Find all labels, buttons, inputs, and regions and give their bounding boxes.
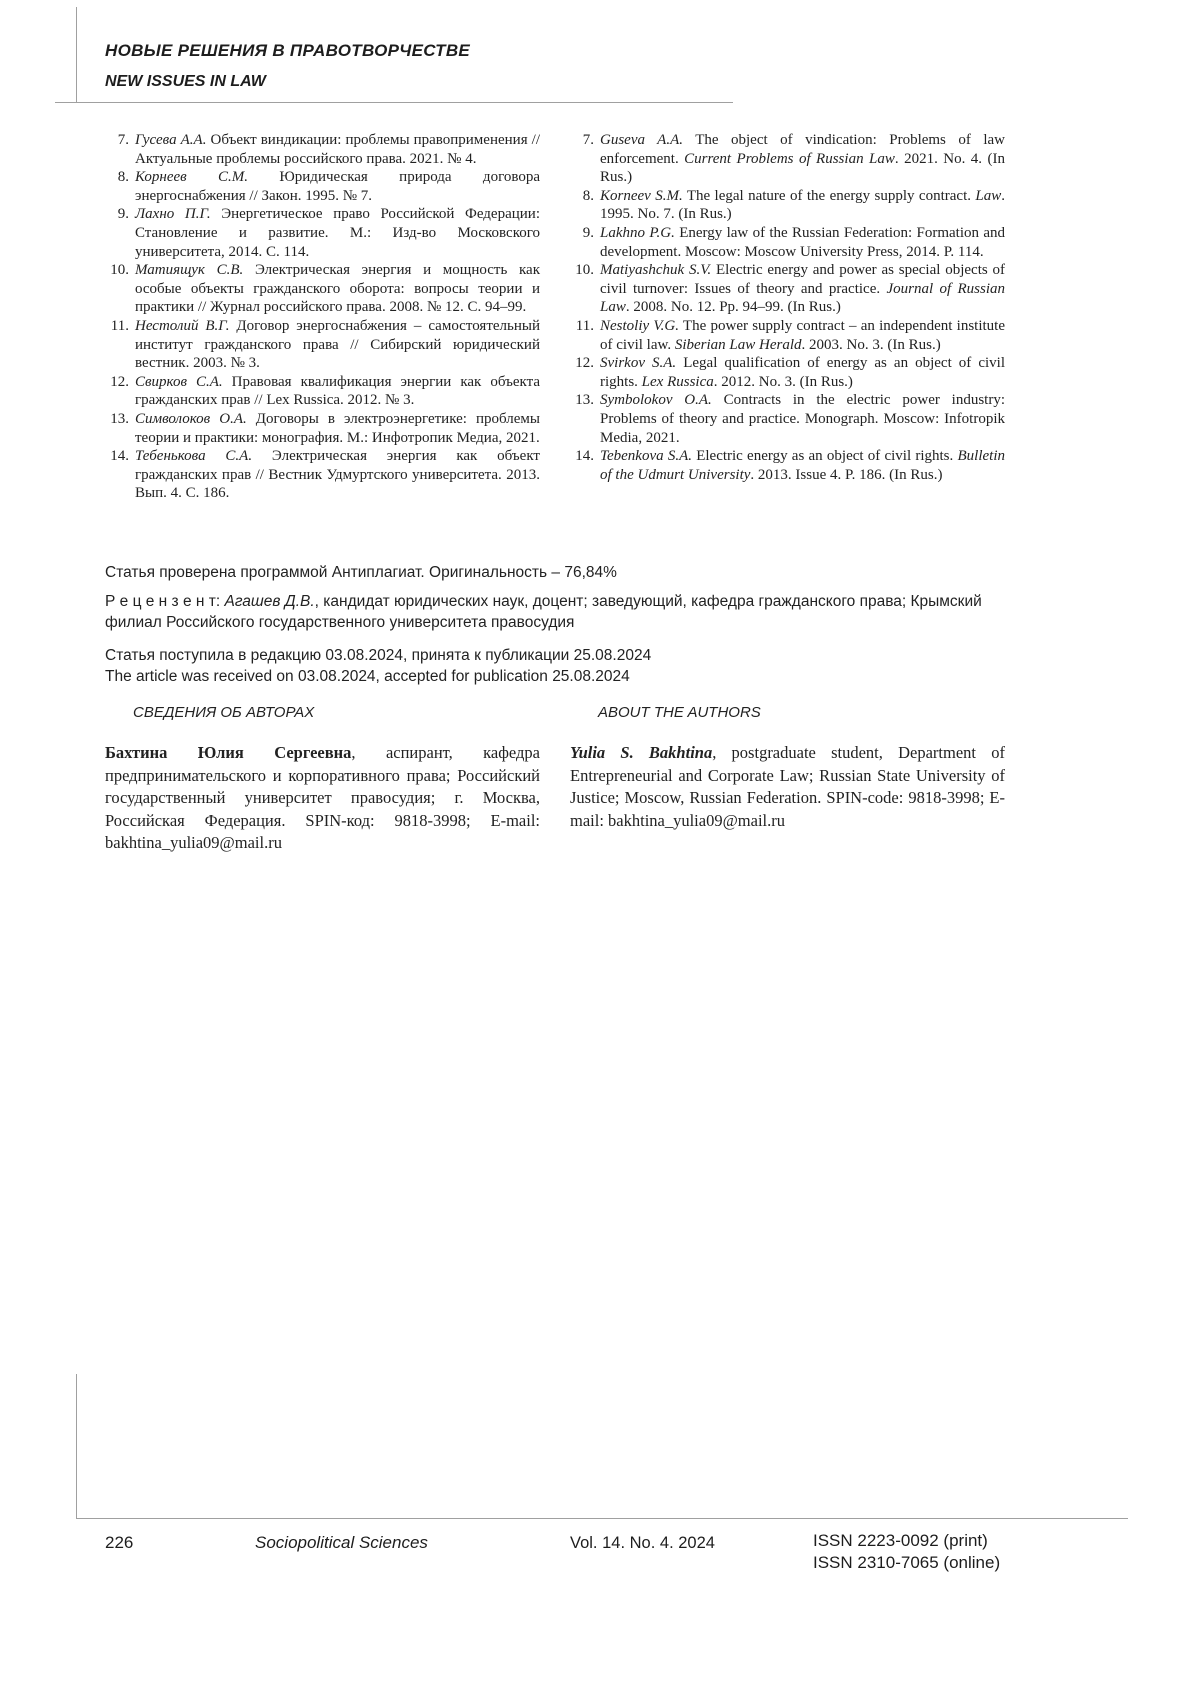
volume-info: Vol. 14. No. 4. 2024 xyxy=(570,1534,715,1552)
reviewer-name: Агашев Д.В. xyxy=(224,592,315,610)
top-left-vertical-rule xyxy=(76,7,77,103)
reference-number: 9. xyxy=(582,224,594,241)
reference-number: 13. xyxy=(575,392,594,409)
reference-number: 10. xyxy=(110,262,129,279)
reference-item: 10. Матиящук С.В. Электрическая энергия и мощность как особые объекты гражданского оборота: вопросы теории и практики // Журнал российского права. 2008. № 12. С. 94–99. xyxy=(105,261,540,317)
reference-item: 11. Nestoliy V.G. The power supply contract – an independent institute of civil law. Siberian Law Herald. 2003. No. 3. (In Rus.) xyxy=(570,317,1005,354)
footer-horizontal-rule xyxy=(76,1518,1128,1519)
reference-number: 8. xyxy=(582,187,594,204)
references-column-en xyxy=(570,131,1005,503)
authors-section xyxy=(105,704,1005,871)
issn-block xyxy=(813,1530,1000,1574)
reference-item: 7. Guseva A.A. The object of vindication: Problems of law enforcement. Current Problems of Russian Law. 2021. No. 4. (In Rus.) xyxy=(570,131,1005,187)
reference-item: 11. Нестолий В.Г. Договор энергоснабжения – самостоятельный институт гражданского права // Сибирский юридический вестник. 2003. № 3. xyxy=(105,317,540,373)
issn-online: ISSN 2310-7065 (online) xyxy=(813,1553,1001,1572)
reference-item: 10. Matiyashchuk S.V. Electric energy and power as special objects of civil turnover: Issues of theory and practice. Journal of Russian Law. 2008. No. 12. Pp. 94–99. (In Rus.) xyxy=(570,261,1005,317)
author-bio-ru-text: , аспирант, кафедра предпринимательского и корпоративного права; Российский государственный университет правосудия; г. Москва, Российская Федерация. SPIN-код: 9818-3998; E-mail: bakhtina_yulia09@mail.ru xyxy=(105,743,540,852)
journal-name: Sociopolitical Sciences xyxy=(255,1533,428,1552)
author-bio-ru xyxy=(105,742,540,855)
author-name-ru: Бахтина Юлия Сергеевна xyxy=(105,743,352,762)
reviewer-label: Р е ц е н з е н т: xyxy=(105,592,221,610)
reference-item: 13. Symbolokov O.A. Contracts in the electric power industry: Problems of theory and practice. Monograph. Moscow: Infotropik Media, 2021. xyxy=(570,391,1005,447)
references-column-ru xyxy=(105,131,540,503)
reference-item: 12. Svirkov S.A. Legal qualification of energy as an object of civil rights. Lex Russica. 2012. No. 3. (In Rus.) xyxy=(570,354,1005,391)
running-head xyxy=(105,41,470,91)
reference-number: 14. xyxy=(575,448,594,465)
authors-column-en xyxy=(570,704,1005,871)
reference-number: 9. xyxy=(117,206,129,223)
running-head-ru: НОВЫЕ РЕШЕНИЯ В ПРАВОТВОРЧЕСТВЕ xyxy=(105,41,471,60)
references-section xyxy=(105,131,1005,503)
page-number: 226 xyxy=(105,1533,134,1552)
received-note-en: The article was received on 03.08.2024, accepted for publication 25.08.2024 xyxy=(105,668,630,685)
running-head-en: NEW ISSUES IN LAW xyxy=(105,73,266,90)
bottom-left-vertical-rule xyxy=(76,1374,77,1518)
author-bio-en xyxy=(570,742,1005,832)
reference-number: 7. xyxy=(117,132,129,148)
reference-item: 8. Корнеев С.М. Юридическая природа договора энергоснабжения // Закон. 1995. № 7. xyxy=(105,168,540,205)
reviewer-note xyxy=(105,591,1005,634)
reference-item: 8. Korneev S.M. The legal nature of the energy supply contract. Law. 1995. No. 7. (In Rus.) xyxy=(570,187,1005,224)
reference-number: 13. xyxy=(110,410,129,427)
reference-number: 10. xyxy=(575,262,594,279)
issn-print: ISSN 2223-0092 (print) xyxy=(813,1531,988,1550)
header-horizontal-rule xyxy=(55,102,733,103)
reference-item: 13. Символоков О.А. Договоры в электроэнергетике: проблемы теории и практики: монография. М.: Инфотропик Медиа, 2021. xyxy=(105,410,540,447)
authors-column-ru xyxy=(105,704,540,871)
authors-heading-en: ABOUT THE AUTHORS xyxy=(598,704,761,721)
reference-item: 9. Lakhno P.G. Energy law of the Russian Federation: Formation and development. Moscow: Moscow University Press, 2014. P. 114. xyxy=(570,224,1005,261)
reviewer-details: , кандидат юридических наук, доцент; заведующий, кафедра гражданского права; Крымский филиал Российского государственного университета правосудия xyxy=(105,592,982,631)
reference-number: 14. xyxy=(110,448,129,465)
reference-item: 14. Тебенькова С.А. Электрическая энергия как объект гражданских прав // Вестник Удмуртского университета. 2013. Вып. 4. С. 186. xyxy=(105,447,540,503)
author-name-en: Yulia S. Bakhtina xyxy=(570,743,713,762)
reference-item: 7. Гусева А.А. Объект виндикации: проблемы правоприменения // Актуальные проблемы российского права. 2021. № 4. xyxy=(105,131,540,168)
reference-number: 12. xyxy=(575,355,594,372)
reference-number: 11. xyxy=(110,317,129,334)
reference-number: 8. xyxy=(117,169,129,186)
reference-number: 12. xyxy=(110,373,129,390)
reference-number: 11. xyxy=(575,317,594,334)
authors-heading-ru: СВЕДЕНИЯ ОБ АВТОРАХ xyxy=(133,704,315,721)
reference-number: 7. xyxy=(582,132,594,148)
received-note-ru: Статья поступила в редакцию 03.08.2024, принята к публикации 25.08.2024 xyxy=(105,646,652,664)
reference-item: 9. Лахно П.Г. Энергетическое право Российской Федерации: Становление и развитие. М.: Изд-во Московского университета, 2014. С. 114. xyxy=(105,205,540,261)
notes-section xyxy=(105,562,1005,688)
reference-item: 12. Свирков С.А. Правовая квалификация энергии как объекта гражданских прав // Lex Russica. 2012. № 3. xyxy=(105,373,540,410)
author-bio-en-text: , postgraduate student, Department of Entrepreneurial and Corporate Law; Russian State University of Justice; Moscow, Russian Federation. SPIN-code: 9818-3998; E-mail: bakhtina_yulia09@mail.ru xyxy=(570,743,1005,830)
antiplagiat-note: Статья проверена программой Антиплагиат. Оригинальность – 76,84% xyxy=(105,564,617,581)
reference-item: 14. Tebenkova S.A. Electric energy as an object of civil rights. Bulletin of the Udmurt University. 2013. Issue 4. P. 186. (In Rus.) xyxy=(570,447,1005,484)
